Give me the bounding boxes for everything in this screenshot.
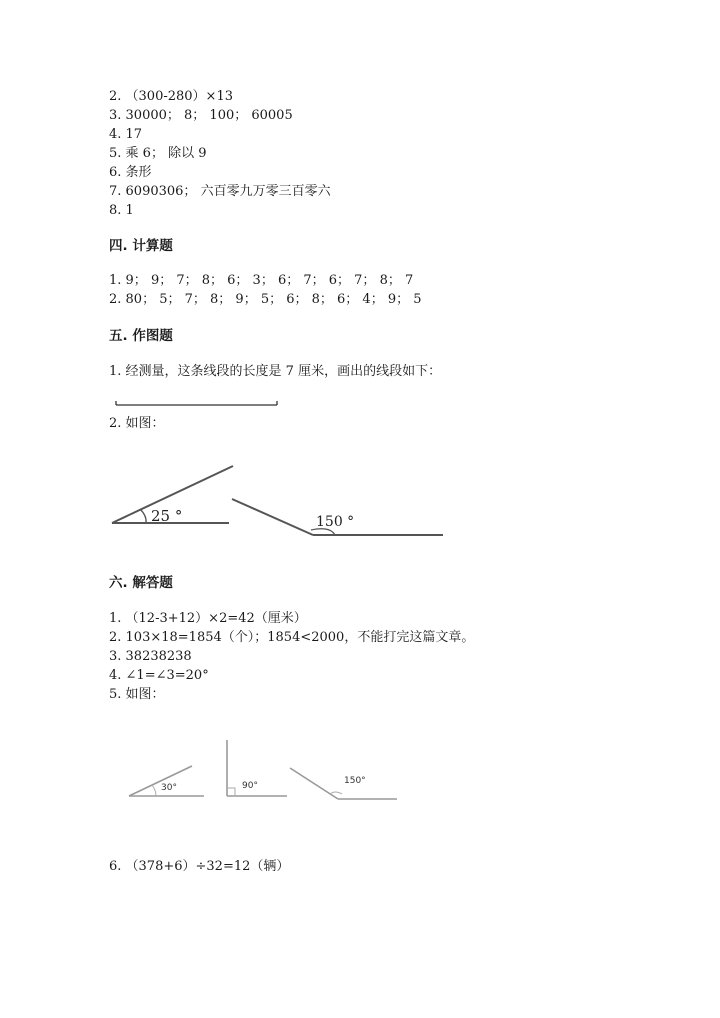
angle-90-label: 90° xyxy=(242,781,258,791)
answer-3-8: 8. 1 xyxy=(109,203,134,218)
answer-5-1: 1. 经测量，这条线段的长度是 7 厘米，画出的线段如下： xyxy=(109,364,442,379)
angle-150-arc xyxy=(330,792,342,794)
answer-6-1: 1. （12-3+12）×2=42（厘米） xyxy=(109,611,307,626)
section-4-heading: 四. 计算题 xyxy=(109,238,173,254)
angle-150-slanted-ray xyxy=(290,768,338,799)
answer-6-4: 4. ∠1=∠3=20° xyxy=(109,668,209,683)
answer-6-5: 5. 如图： xyxy=(109,687,165,702)
section-6-heading: 六. 解答题 xyxy=(109,575,173,591)
answer-6-3: 3. 38238238 xyxy=(109,649,192,664)
angle-25-label: 25 ° xyxy=(151,507,183,525)
answer-4-2: 2. 80； 5； 7； 8； 9； 5； 6； 8； 6； 4； 9； 5 xyxy=(109,292,422,307)
angle-150-label: 150° xyxy=(344,776,366,786)
angle-30-label: 30° xyxy=(161,783,177,793)
answer-6-2: 2. 103×18=1854（个）；1854<2000，不能打完这篇文章。 xyxy=(109,630,475,645)
angle-150-slanted-ray xyxy=(232,499,313,535)
answer-3-4: 4. 17 xyxy=(109,127,143,142)
angle-drawing-figure xyxy=(0,455,720,545)
answer-5-2: 2. 如图： xyxy=(109,416,165,431)
angles-answer-figure xyxy=(0,738,720,804)
drawn-segment-figure xyxy=(0,396,720,410)
section-5-heading: 五. 作图题 xyxy=(109,328,173,344)
angle-90-right-angle-mark xyxy=(227,788,235,796)
answer-3-2: 2. （300-280）×13 xyxy=(109,89,233,104)
answer-3-7: 7. 6090306； 六百零九万零三百零六 xyxy=(109,184,331,199)
answer-3-6: 6. 条形 xyxy=(109,165,152,180)
angle-150-label: 150 ° xyxy=(316,514,355,530)
answer-4-1: 1. 9； 9； 7； 8； 6； 3； 6； 7； 6； 7； 8； 7 xyxy=(109,273,414,288)
answer-6-6: 6. （378+6）÷32=12（辆） xyxy=(109,859,290,874)
angle-30-arc xyxy=(152,785,156,796)
angle-25-arc xyxy=(140,509,146,523)
answer-3-5: 5. 乘 6； 除以 9 xyxy=(109,146,207,161)
answer-3-3: 3. 30000； 8； 100； 60005 xyxy=(109,108,293,123)
